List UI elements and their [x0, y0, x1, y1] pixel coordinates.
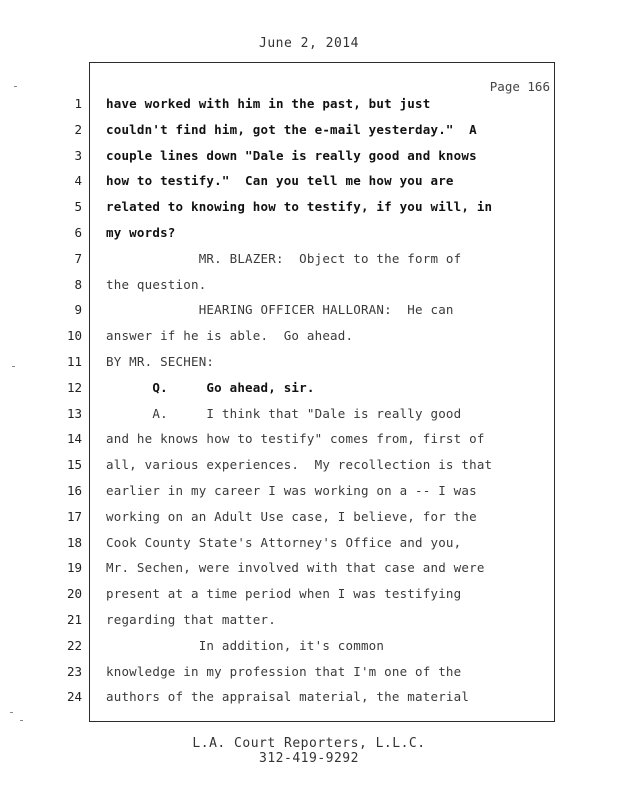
line-number: 4: [74, 173, 82, 188]
transcript-line: HEARING OFFICER HALLORAN: He can: [106, 302, 454, 317]
transcript-line: the question.: [106, 277, 207, 292]
transcript-line: couple lines down "Dale is really good and knows: [106, 148, 477, 163]
scan-speck: [14, 86, 17, 87]
line-number: 14: [66, 431, 82, 446]
line-number: 24: [66, 689, 82, 704]
transcript-line: and he knows how to testify" comes from, first of: [106, 431, 485, 446]
line-number: 20: [66, 586, 82, 601]
line-number: 1: [74, 96, 82, 111]
transcript-line: In addition, it's common: [106, 638, 385, 653]
line-number: 17: [66, 509, 82, 524]
line-number: 2: [74, 122, 82, 137]
line-number: 5: [74, 199, 82, 214]
footer-phone: 312-419-9292: [259, 751, 359, 766]
header-date: June 2, 2014: [259, 36, 359, 51]
transcript-line: working on an Adult Use case, I believe, for the: [106, 509, 477, 524]
line-number: 22: [66, 638, 82, 653]
line-number: 6: [74, 225, 82, 240]
transcript-line: present at a time period when I was testifying: [106, 586, 462, 601]
footer: [0, 736, 618, 766]
line-number: 13: [66, 406, 82, 421]
transcript-line: couldn't find him, got the e-mail yesterday." A: [106, 122, 477, 137]
transcript-line: how to testify." Can you tell me how you are: [106, 173, 454, 188]
line-number: 19: [66, 560, 82, 575]
scan-speck: [12, 366, 15, 367]
transcript-line: MR. BLAZER: Object to the form of: [106, 251, 462, 266]
transcript-line: my words?: [106, 225, 176, 240]
transcript-line: Cook County State's Attorney's Office and you,: [106, 535, 462, 550]
footer-company: L.A. Court Reporters, L.L.C.: [192, 736, 426, 751]
line-number: 16: [66, 483, 82, 498]
scan-speck: [10, 712, 13, 713]
page-number: Page 166: [489, 79, 550, 94]
transcript-line: authors of the appraisal material, the material: [106, 689, 470, 704]
transcript-line: earlier in my career I was working on a -- I was: [106, 483, 477, 498]
transcript-line: A. I think that "Dale is really good: [106, 406, 462, 421]
line-number: 23: [66, 664, 82, 679]
transcript-line: Q. Go ahead, sir.: [106, 380, 315, 395]
line-number: 18: [66, 535, 82, 550]
line-number: 9: [74, 302, 82, 317]
transcript-line: have worked with him in the past, but just: [106, 96, 431, 111]
line-number: 3: [74, 148, 82, 163]
line-number: 8: [74, 277, 82, 292]
transcript-line: BY MR. SECHEN:: [106, 354, 215, 369]
transcript-line: regarding that matter.: [106, 612, 276, 627]
line-number: 21: [66, 612, 82, 627]
line-number: 12: [66, 380, 82, 395]
transcript-line: answer if he is able. Go ahead.: [106, 328, 354, 343]
transcript-line: Mr. Sechen, were involved with that case and were: [106, 560, 485, 575]
line-number: 10: [66, 328, 82, 343]
line-number: 7: [74, 251, 82, 266]
line-number: 11: [66, 354, 82, 369]
transcript-line: related to knowing how to testify, if you will, in: [106, 199, 493, 214]
transcript-line: knowledge in my profession that I'm one of the: [106, 664, 462, 679]
line-number: 15: [66, 457, 82, 472]
transcript-line: all, various experiences. My recollection is that: [106, 457, 493, 472]
scan-speck: [20, 720, 23, 721]
